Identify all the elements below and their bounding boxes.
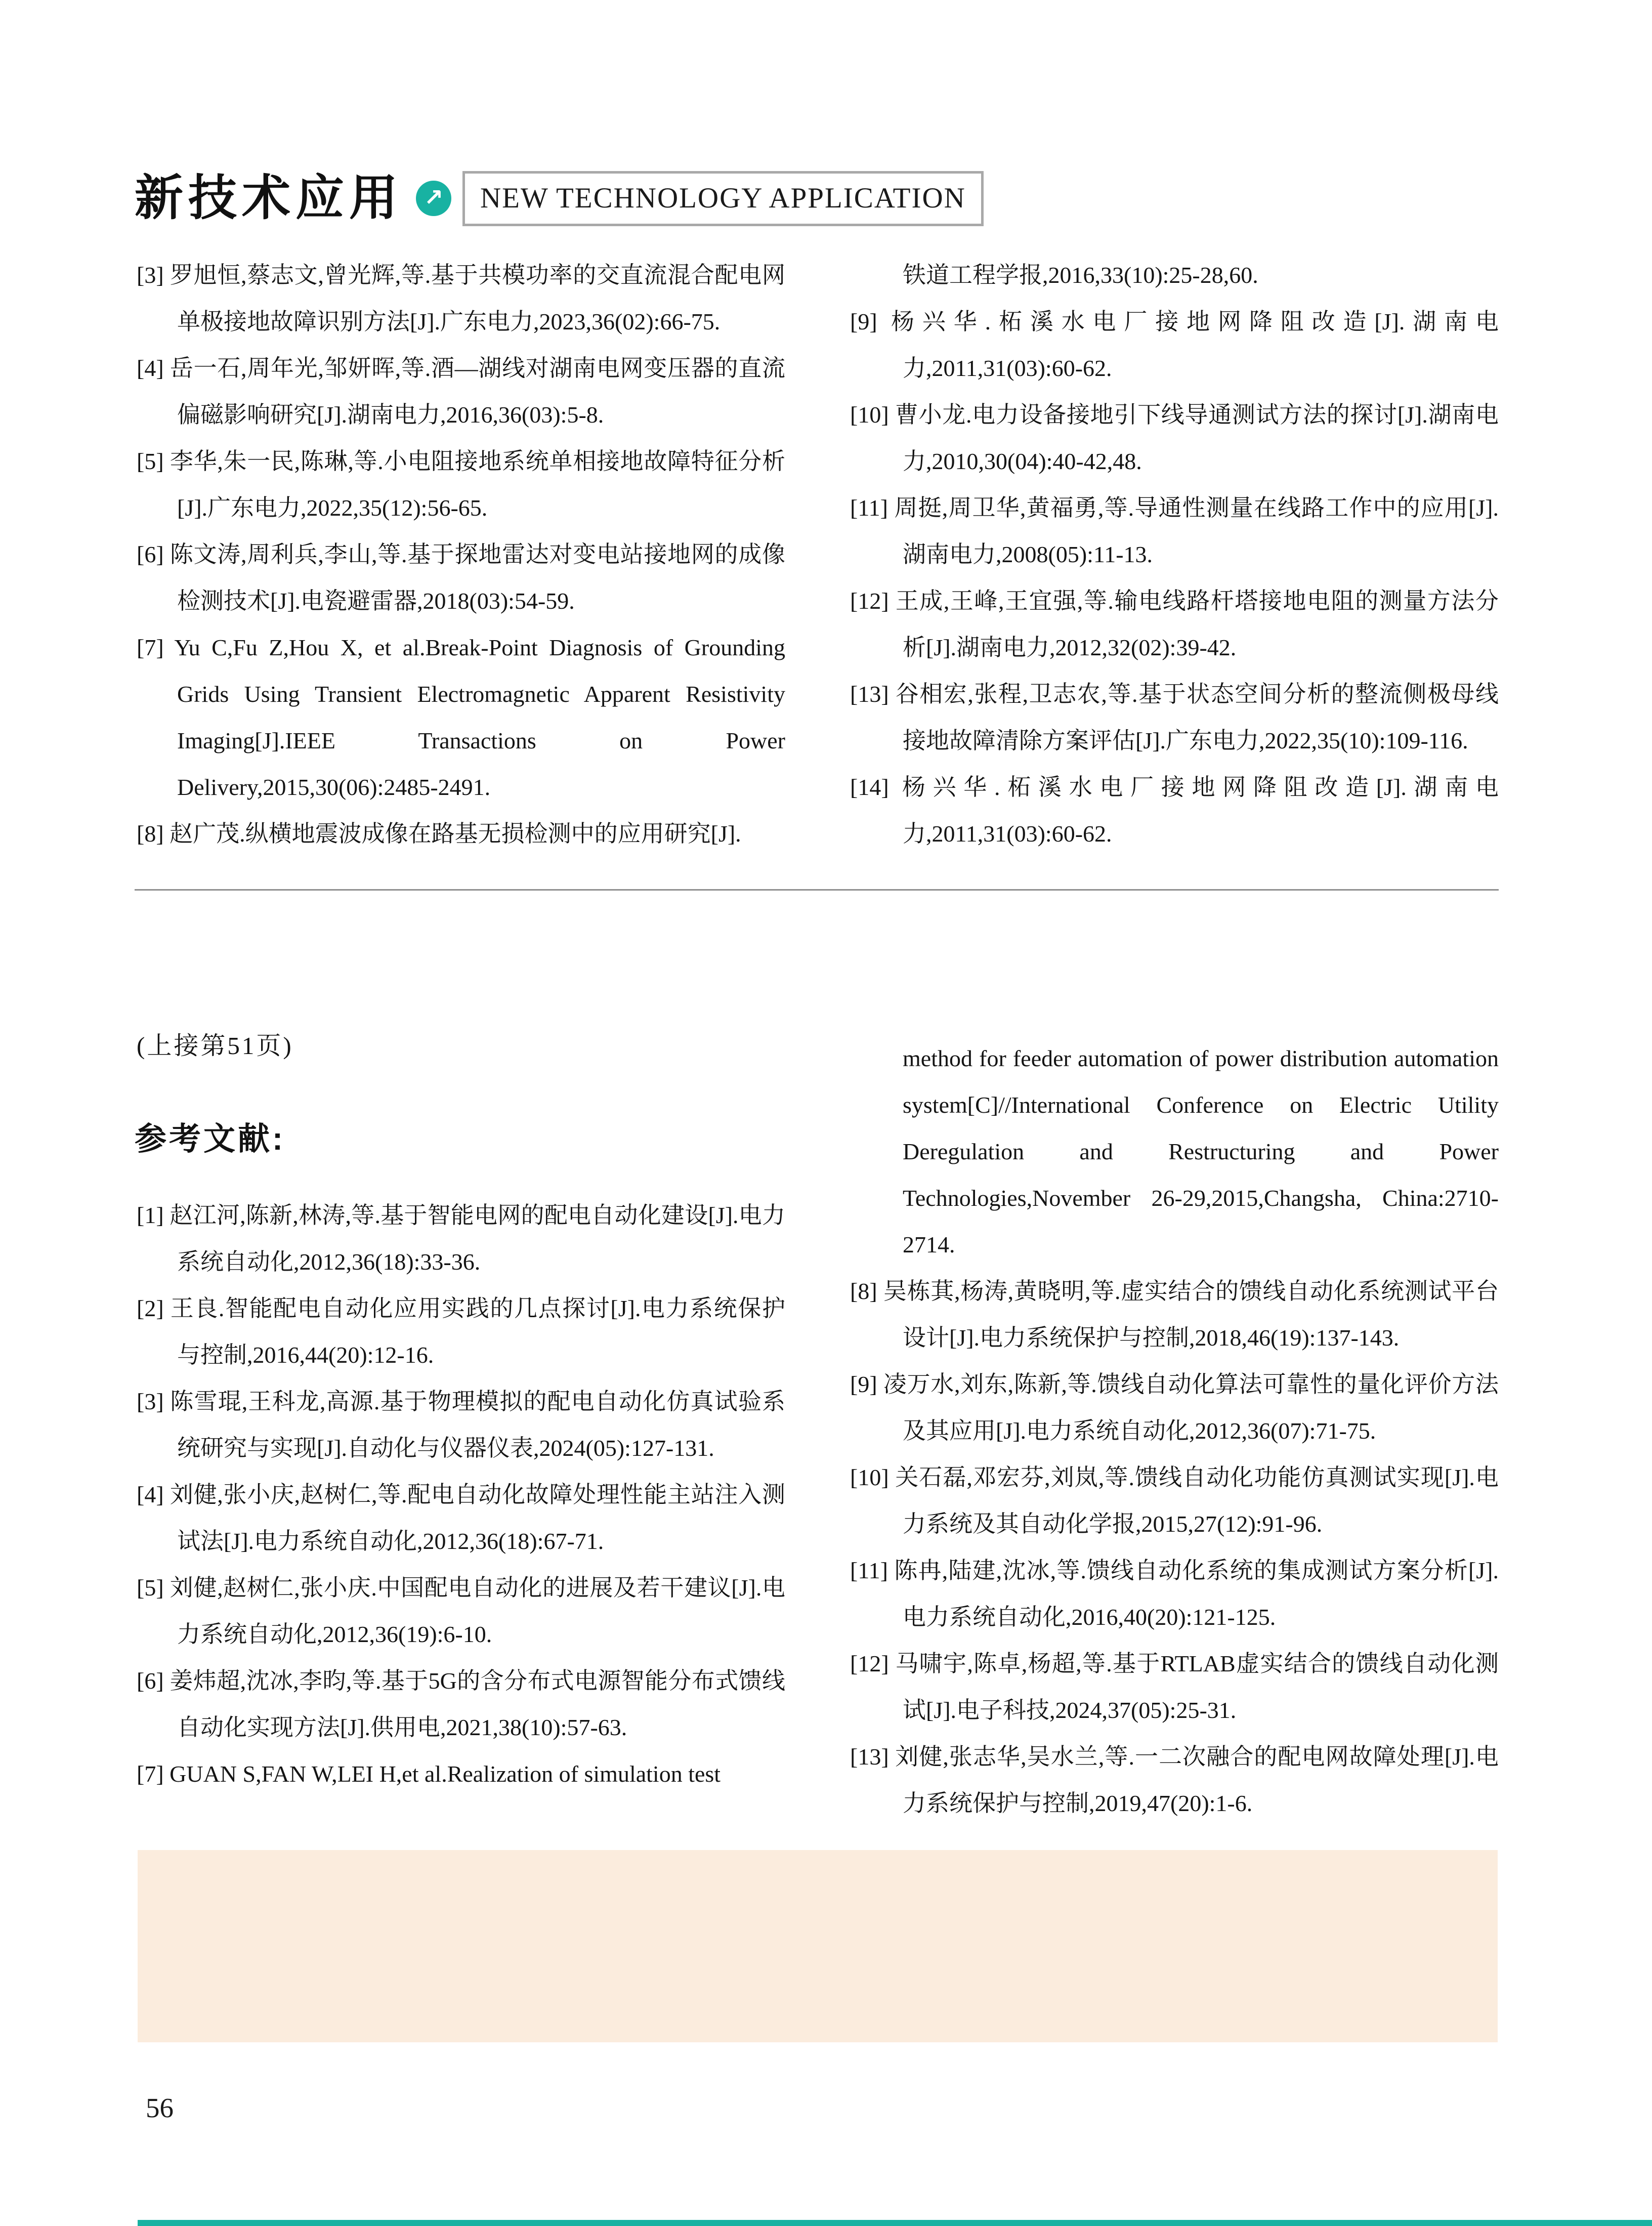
reference-item: [13] 刘健,张志华,吴水兰,等.一二次融合的配电网故障处理[J].电力系统保护与控制,2019,47(20):1-6. bbox=[850, 1744, 1499, 1816]
reference-item: [13] 谷相宏,张程,卫志农,等.基于状态空间分析的整流侧极母线接地故障清除方案评估[J].广东电力,2022,35(10):109-116. bbox=[850, 681, 1499, 753]
reference-item: [12] 王成,王峰,王宜强,等.输电线路杆塔接地电阻的测量方法分析[J].湖南电力,2012,32(02):39-42. bbox=[850, 588, 1499, 660]
top-right-ref-list bbox=[850, 299, 1499, 857]
continued-from-note: (上接第51页) bbox=[137, 1032, 293, 1060]
references-heading: 参考文献: bbox=[135, 1121, 285, 1157]
reference-item: [4] 刘健,张小庆,赵树仁,等.配电自动化故障处理性能主站注入测试法[J].电力系统自动化,2012,36(18):67-71. bbox=[137, 1482, 785, 1554]
reference-item: [8] 吴栋萁,杨涛,黄晓明,等.虚实结合的馈线自动化系统测试平台设计[J].电力系统保护与控制,2018,46(19):137-143. bbox=[850, 1278, 1499, 1351]
reference-item: [9] 凌万水,刘东,陈新,等.馈线自动化算法可靠性的量化评价方法及其应用[J].电力系统自动化,2012,36(07):71-75. bbox=[850, 1371, 1499, 1444]
reference-item: [2] 王良.智能配电自动化应用实践的几点探讨[J].电力系统保护与控制,2016,44(20):12-16. bbox=[137, 1295, 785, 1368]
bottom-right-ref-list bbox=[850, 1268, 1499, 1827]
footer-highlight-box bbox=[138, 1850, 1498, 2042]
reference-item: [7] GUAN S,FAN W,LEI H,et al.Realization of simulation test bbox=[137, 1761, 721, 1787]
reference-item: [9] 杨兴华.柘溪水电厂接地网降阻改造[J].湖南电力,2011,31(03):60-62. bbox=[850, 309, 1499, 381]
reference-item: [11] 周挺,周卫华,黄福勇,等.导通性测量在线路工作中的应用[J].湖南电力,2008(05):11-13. bbox=[850, 495, 1499, 567]
reference-continuation-paragraph: method for feeder automation of power distribution automation system[C]//International Conference on Electric Utility Deregulation and Restructuring and Power Technologies,November 26-29,2015,Changsha, China:2710-2714. bbox=[903, 1045, 1499, 1257]
reference-item: [10] 关石磊,邓宏芬,刘岚,等.馈线自动化功能仿真测试实现[J].电力系统及其自动化学报,2015,27(12):91-96. bbox=[850, 1464, 1499, 1537]
bottom-references-left-column bbox=[137, 1192, 785, 1797]
reference-item: [3] 罗旭恒,蔡志文,曾光辉,等.基于共模功率的交直流混合配电网单极接地故障识别方法[J].广东电力,2023,36(02):66-75. bbox=[137, 262, 785, 334]
reference-item: [5] 李华,朱一民,陈琳,等.小电阻接地系统单相接地故障特征分析[J].广东电力,2022,35(12):56-65. bbox=[137, 448, 785, 521]
reference-item: [1] 赵江河,陈新,林涛,等.基于智能电网的配电自动化建设[J].电力系统自动化,2012,36(18):33-36. bbox=[137, 1202, 785, 1275]
reference-item: [6] 陈文涛,周利兵,李山,等.基于探地雷达对变电站接地网的成像检测技术[J].电瓷避雷器,2018(03):54-59. bbox=[137, 541, 785, 614]
reference-item: [11] 陈冉,陆建,沈冰,等.馈线自动化系统的集成测试方案分析[J].电力系统自动化,2016,40(20):121-125. bbox=[850, 1558, 1499, 1630]
reference-item: [7] Yu C,Fu Z,Hou X, et al.Break-Point Diagnosis of Grounding Grids Using Transient Electromagnetic Apparent Resistivity Imaging[J].IEEE Transactions on Power Delivery,2015,30(06):2485-2491. bbox=[137, 635, 785, 800]
arrow-circle-icon bbox=[416, 181, 451, 216]
northeast-arrow-icon: ↗ bbox=[423, 184, 444, 212]
section-title-box bbox=[462, 171, 984, 226]
section-title-cn: 新技术应用 bbox=[135, 171, 403, 226]
section-title-en: NEW TECHNOLOGY APPLICATION bbox=[480, 182, 966, 214]
reference-item: [5] 刘健,赵树仁,张小庆.中国配电自动化的进展及若干建议[J].电力系统自动化,2012,36(19):6-10. bbox=[137, 1575, 785, 1647]
page-header bbox=[135, 171, 984, 226]
section-divider bbox=[135, 889, 1499, 891]
reference-item: [3] 陈雪琨,王科龙,高源.基于物理模拟的配电自动化仿真试验系统研究与实现[J].自动化与仪器仪表,2024(05):127-131. bbox=[137, 1389, 785, 1461]
reference-item: [12] 马啸宇,陈卓,杨超,等.基于RTLAB虚实结合的馈线自动化测试[J].电子科技,2024,37(05):25-31. bbox=[850, 1651, 1499, 1723]
footer-accent-bar bbox=[138, 2220, 1652, 2226]
reference-item: [8] 赵广茂.纵横地震波成像在路基无损检测中的应用研究[J]. bbox=[137, 821, 741, 847]
reference-item: [6] 姜炜超,沈冰,李昀,等.基于5G的含分布式电源智能分布式馈线自动化实现方法[J].供用电,2021,38(10):57-63. bbox=[137, 1668, 785, 1740]
bottom-references-right-column bbox=[850, 1035, 1499, 1827]
reference-item: [10] 曹小龙.电力设备接地引下线导通测试方法的探讨[J].湖南电力,2010,30(04):40-42,48. bbox=[850, 402, 1499, 474]
reference-continuation-line: 铁道工程学报,2016,33(10):25-28,60. bbox=[903, 262, 1258, 288]
reference-item: [4] 岳一石,周年光,邹妍晖,等.酒—湖线对湖南电网变压器的直流偏磁影响研究[J].湖南电力,2016,36(03):5-8. bbox=[137, 355, 785, 428]
top-references-right-column bbox=[850, 252, 1499, 857]
reference-item: [14] 杨兴华.柘溪水电厂接地网降阻改造[J].湖南电力,2011,31(03):60-62. bbox=[850, 774, 1499, 847]
page-number: 56 bbox=[146, 2092, 174, 2123]
top-references-left-column bbox=[137, 252, 785, 857]
